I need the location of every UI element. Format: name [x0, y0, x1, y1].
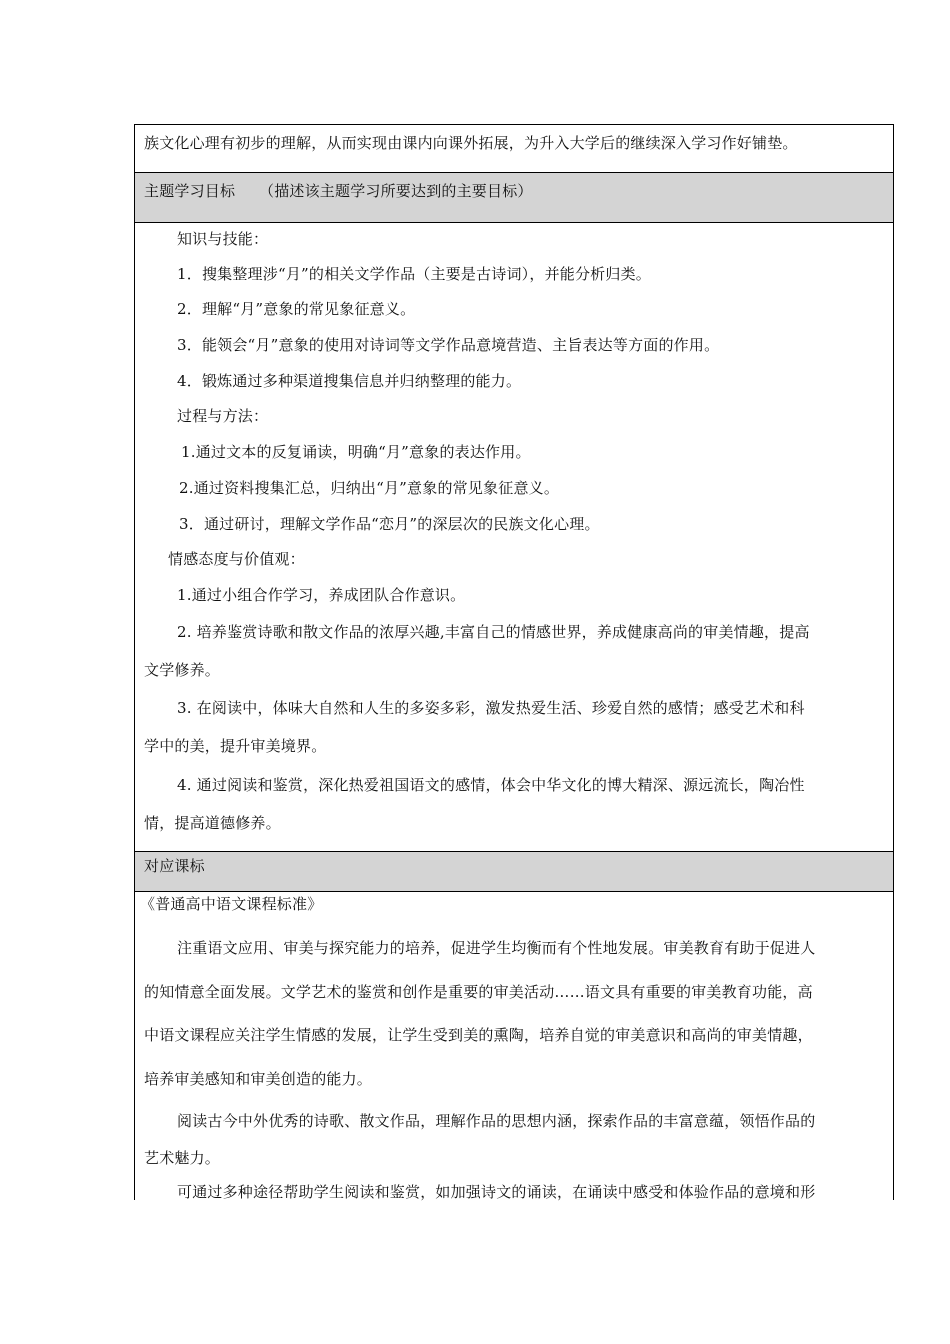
emotion-item-continuation: 学中的美，提升审美境界。: [144, 737, 327, 755]
emotion-item: 4. 通过阅读和鉴赏，深化热爱祖国语文的感情，体会中华文化的博大精深、源远流长，陶冶性: [177, 776, 805, 794]
emotion-item-continuation: 情，提高道德修养。: [144, 814, 281, 832]
process-heading: 过程与方法：: [177, 407, 269, 425]
knowledge-item: 1．搜集整理涉“月”的相关文学作品（主要是古诗词），并能分析归类。: [177, 265, 651, 283]
document-table: [134, 124, 894, 1200]
emotion-item: 3. 在阅读中，体味大自然和人生的多姿多彩，激发热爱生活、珍爱自然的感情；感受艺术和科: [177, 699, 805, 717]
emotion-item: 1.通过小组合作学习，养成团队合作意识。: [177, 586, 466, 604]
standards-content-row: [135, 891, 893, 1201]
standards-paragraph-line: 培养审美感知和审美创造的能力。: [144, 1070, 373, 1088]
continuation-row: [135, 125, 893, 172]
goals-header-note: （描述该主题学习所要达到的主要目标）: [259, 182, 533, 200]
standards-paragraph-line: 中语文课程应关注学生情感的发展，让学生受到美的熏陶，培养自觉的审美意识和高尚的审美情趣，: [144, 1026, 813, 1044]
emotion-item: 2. 培养鉴赏诗歌和散文作品的浓厚兴趣,丰富自己的情感世界，养成健康高尚的审美情趣，提高: [177, 623, 810, 641]
standards-paragraph-line: 可通过多种途径帮助学生阅读和鉴赏，如加强诗文的诵读，在诵读中感受和体验作品的意境和形: [177, 1183, 816, 1201]
knowledge-heading: 知识与技能：: [177, 230, 269, 248]
standards-header-row: [135, 851, 893, 891]
knowledge-item: 2．理解“月”意象的常见象征意义。: [177, 300, 416, 318]
emotion-heading: 情感态度与价值观：: [168, 550, 305, 568]
continuation-text: 族文化心理有初步的理解，从而实现由课内向课外拓展，为升入大学后的继续深入学习作好铺垫。: [144, 134, 798, 152]
standards-paragraph-line: 艺术魅力。: [144, 1149, 221, 1167]
goals-header-row: [135, 172, 893, 222]
standards-title: 《普通高中语文课程标准》: [140, 895, 323, 913]
standards-paragraph-line: 的知情意全面发展。文学艺术的鉴赏和创作是重要的审美活动……语文具有重要的审美教育功能，高: [144, 983, 813, 1001]
emotion-item-continuation: 文学修养。: [144, 661, 221, 679]
standards-paragraph-line: 阅读古今中外优秀的诗歌、散文作品，理解作品的思想内涵，探索作品的丰富意蕴，领悟作品的: [177, 1112, 816, 1130]
standards-paragraph-line: 注重语文应用、审美与探究能力的培养，促进学生均衡而有个性地发展。审美教育有助于促进人: [177, 939, 816, 957]
standards-header-label: 对应课标: [144, 857, 205, 875]
goals-header-label: 主题学习目标: [144, 182, 236, 200]
process-item: 1.通过文本的反复诵读，明确“月”意象的表达作用。: [181, 443, 531, 461]
knowledge-item: 4．锻炼通过多种渠道搜集信息并归纳整理的能力。: [177, 372, 522, 390]
process-item: 3．通过研讨，理解文学作品“恋月”的深层次的民族文化心理。: [179, 515, 600, 533]
knowledge-item: 3．能领会“月”意象的使用对诗词等文学作品意境营造、主旨表达等方面的作用。: [177, 336, 720, 354]
goals-content-row: [135, 222, 893, 851]
process-item: 2.通过资料搜集汇总，归纳出“月”意象的常见象征意义。: [179, 479, 560, 497]
